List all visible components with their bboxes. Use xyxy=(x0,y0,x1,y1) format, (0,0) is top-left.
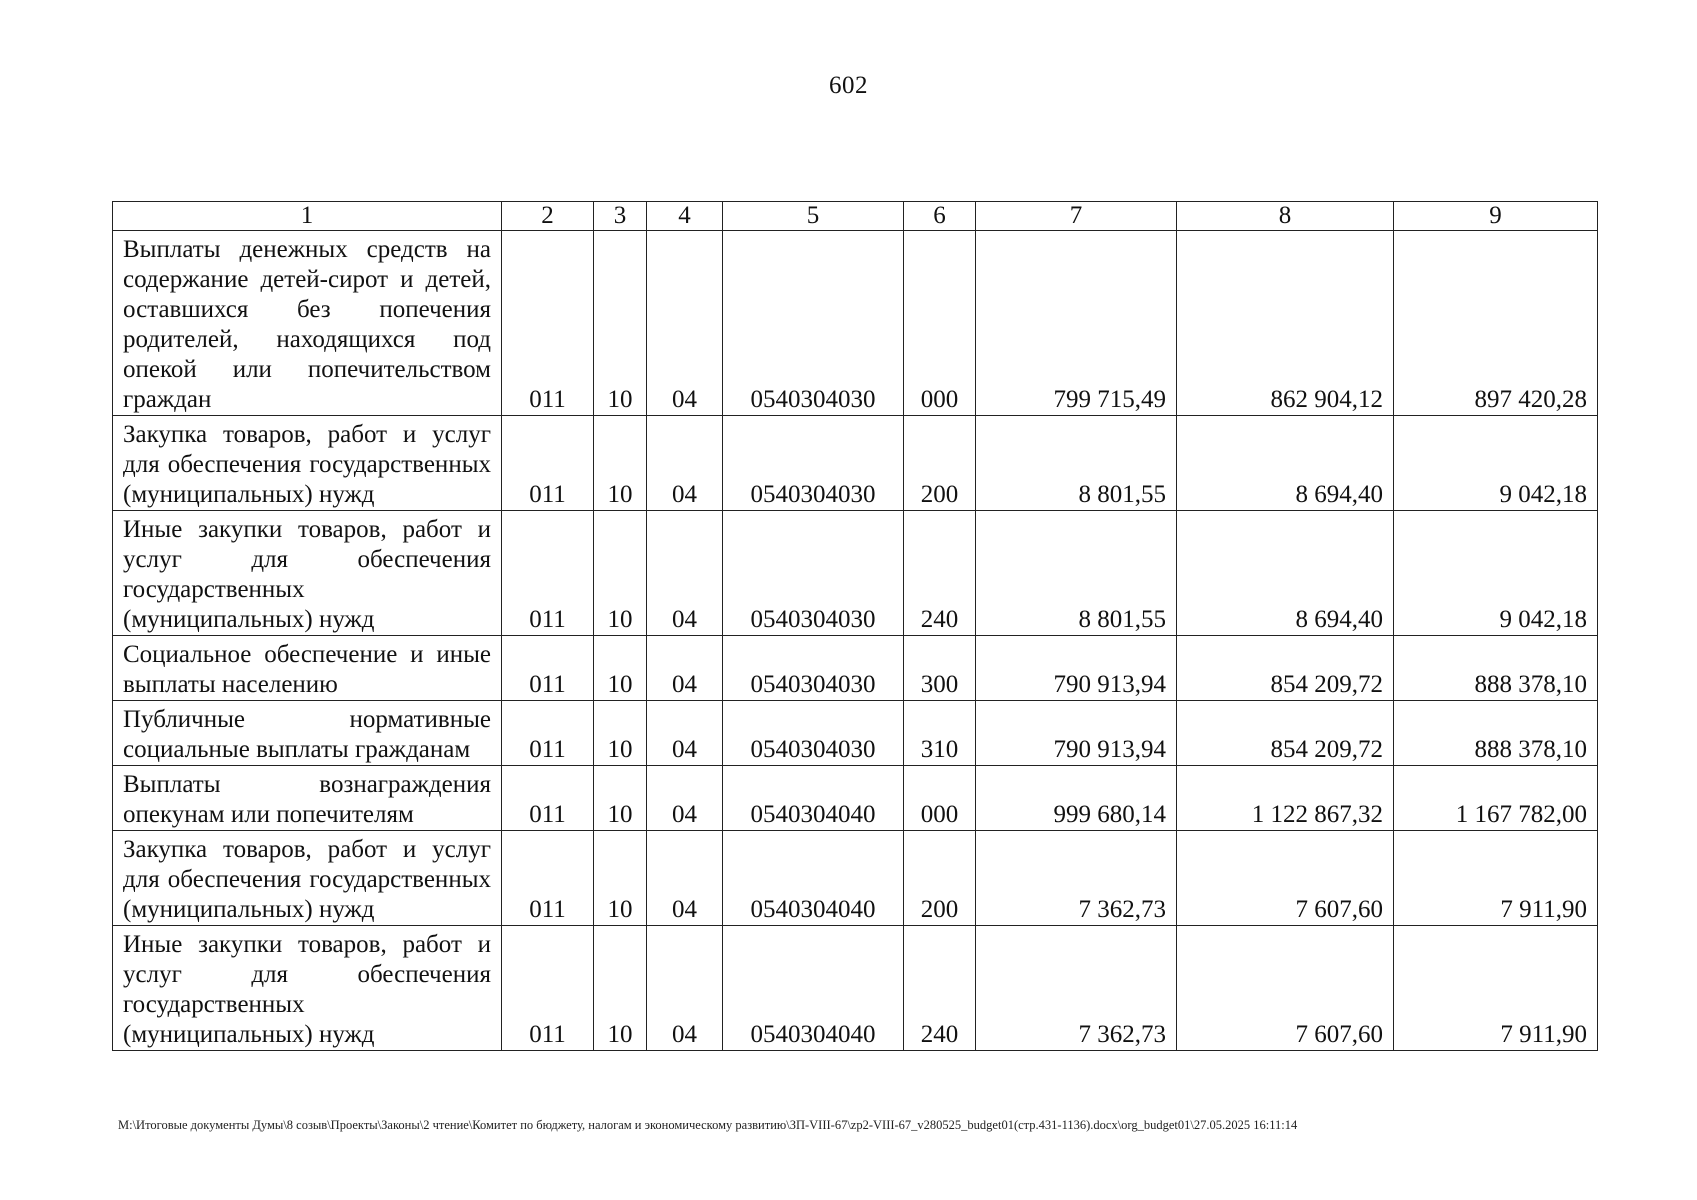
amount-col8: 1 122 867,32 xyxy=(1177,766,1394,831)
section-code: 10 xyxy=(594,231,647,416)
column-header: 2 xyxy=(502,202,594,231)
amount-col7: 790 913,94 xyxy=(976,701,1177,766)
page-number: 602 xyxy=(829,72,868,99)
row-name: Иные закупки товаров, работ и услуг для обеспечения государственных (муниципальных) нужд xyxy=(113,926,502,1051)
section-code: 10 xyxy=(594,766,647,831)
amount-col8: 854 209,72 xyxy=(1177,701,1394,766)
table-row xyxy=(113,416,1598,511)
expense-type-code: 000 xyxy=(904,766,976,831)
expense-type-code: 200 xyxy=(904,831,976,926)
column-header: 6 xyxy=(904,202,976,231)
amount-col9: 888 378,10 xyxy=(1394,701,1598,766)
admin-code: 011 xyxy=(502,511,594,636)
amount-col9: 1 167 782,00 xyxy=(1394,766,1598,831)
table-row xyxy=(113,831,1598,926)
section-code: 10 xyxy=(594,636,647,701)
column-header: 5 xyxy=(723,202,904,231)
row-name: Закупка товаров, работ и услуг для обеспечения государственных (муниципальных) нужд xyxy=(113,416,502,511)
subsection-code: 04 xyxy=(647,511,723,636)
row-name: Выплаты вознаграждения опекунам или попечителям xyxy=(113,766,502,831)
amount-col8: 8 694,40 xyxy=(1177,511,1394,636)
target-article-code: 0540304040 xyxy=(723,831,904,926)
expense-type-code: 310 xyxy=(904,701,976,766)
amount-col7: 8 801,55 xyxy=(976,416,1177,511)
row-name: Иные закупки товаров, работ и услуг для обеспечения государственных (муниципальных) нужд xyxy=(113,511,502,636)
column-header: 1 xyxy=(113,202,502,231)
expense-type-code: 240 xyxy=(904,926,976,1051)
row-name: Закупка товаров, работ и услуг для обеспечения государственных (муниципальных) нужд xyxy=(113,831,502,926)
amount-col9: 897 420,28 xyxy=(1394,231,1598,416)
amount-col8: 7 607,60 xyxy=(1177,926,1394,1051)
admin-code: 011 xyxy=(502,231,594,416)
expense-type-code: 240 xyxy=(904,511,976,636)
target-article-code: 0540304040 xyxy=(723,926,904,1051)
target-article-code: 0540304030 xyxy=(723,701,904,766)
table-row xyxy=(113,766,1598,831)
column-header: 3 xyxy=(594,202,647,231)
target-article-code: 0540304030 xyxy=(723,416,904,511)
amount-col9: 9 042,18 xyxy=(1394,511,1598,636)
expense-type-code: 000 xyxy=(904,231,976,416)
section-code: 10 xyxy=(594,416,647,511)
table-row xyxy=(113,636,1598,701)
column-header: 9 xyxy=(1394,202,1598,231)
column-header: 7 xyxy=(976,202,1177,231)
table-row xyxy=(113,511,1598,636)
amount-col7: 999 680,14 xyxy=(976,766,1177,831)
admin-code: 011 xyxy=(502,831,594,926)
amount-col7: 8 801,55 xyxy=(976,511,1177,636)
target-article-code: 0540304040 xyxy=(723,766,904,831)
row-name: Социальное обеспечение и иные выплаты населению xyxy=(113,636,502,701)
subsection-code: 04 xyxy=(647,636,723,701)
amount-col7: 7 362,73 xyxy=(976,926,1177,1051)
row-name: Публичные нормативные социальные выплаты гражданам xyxy=(113,701,502,766)
amount-col9: 9 042,18 xyxy=(1394,416,1598,511)
amount-col8: 862 904,12 xyxy=(1177,231,1394,416)
footer-file-path: M:\Итоговые документы Думы\8 созыв\Проекты\Законы\2 чтение\Комитет по бюджету, налогам и экономическому развитию\ЗП-VIII-67\zp2-VIII-67_v280525_budget01(стр.431-1136).docx\org_budget01\27.05.2025 16:11:14 xyxy=(118,1118,1298,1132)
amount-col8: 7 607,60 xyxy=(1177,831,1394,926)
subsection-code: 04 xyxy=(647,416,723,511)
budget-table xyxy=(112,201,1598,1051)
admin-code: 011 xyxy=(502,701,594,766)
table-row xyxy=(113,701,1598,766)
admin-code: 011 xyxy=(502,926,594,1051)
admin-code: 011 xyxy=(502,416,594,511)
amount-col7: 7 362,73 xyxy=(976,831,1177,926)
row-name: Выплаты денежных средств на содержание детей-сирот и детей, оставшихся без попечения родителей, находящихся под опекой или попечительством граждан xyxy=(113,231,502,416)
expense-type-code: 300 xyxy=(904,636,976,701)
section-code: 10 xyxy=(594,831,647,926)
target-article-code: 0540304030 xyxy=(723,511,904,636)
table-row xyxy=(113,926,1598,1051)
subsection-code: 04 xyxy=(647,831,723,926)
subsection-code: 04 xyxy=(647,926,723,1051)
amount-col7: 799 715,49 xyxy=(976,231,1177,416)
amount-col8: 8 694,40 xyxy=(1177,416,1394,511)
amount-col9: 7 911,90 xyxy=(1394,831,1598,926)
subsection-code: 04 xyxy=(647,766,723,831)
subsection-code: 04 xyxy=(647,231,723,416)
target-article-code: 0540304030 xyxy=(723,636,904,701)
expense-type-code: 200 xyxy=(904,416,976,511)
amount-col9: 888 378,10 xyxy=(1394,636,1598,701)
admin-code: 011 xyxy=(502,766,594,831)
amount-col7: 790 913,94 xyxy=(976,636,1177,701)
section-code: 10 xyxy=(594,511,647,636)
section-code: 10 xyxy=(594,701,647,766)
table-row xyxy=(113,231,1598,416)
admin-code: 011 xyxy=(502,636,594,701)
column-header-row xyxy=(113,202,1598,231)
column-header: 4 xyxy=(647,202,723,231)
amount-col8: 854 209,72 xyxy=(1177,636,1394,701)
section-code: 10 xyxy=(594,926,647,1051)
amount-col9: 7 911,90 xyxy=(1394,926,1598,1051)
subsection-code: 04 xyxy=(647,701,723,766)
target-article-code: 0540304030 xyxy=(723,231,904,416)
column-header: 8 xyxy=(1177,202,1394,231)
